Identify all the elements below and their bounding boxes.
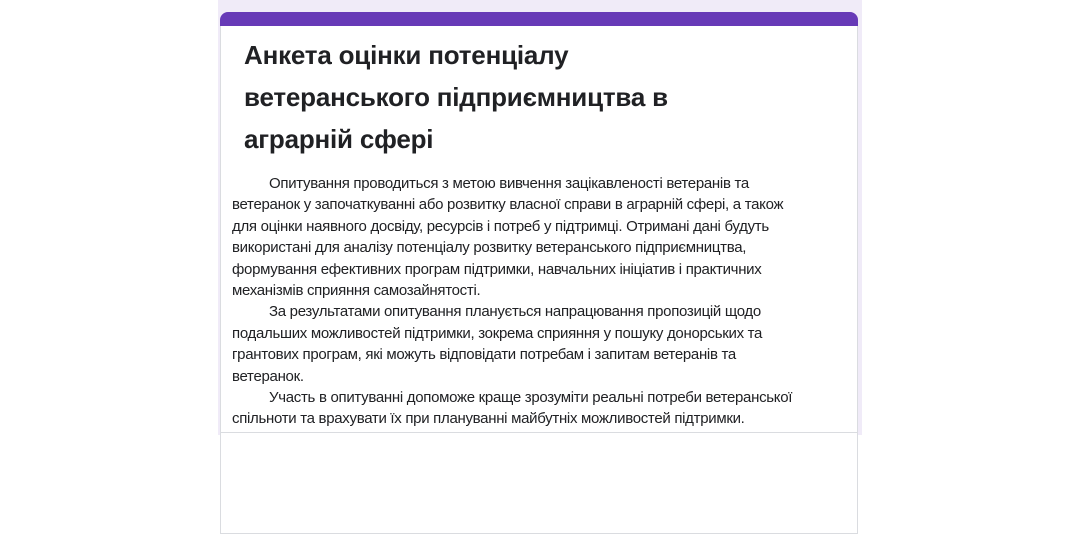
description-line: спільноти та врахувати їх при плануванні майбутніх можливостей підтримки. bbox=[232, 410, 745, 428]
description-line: Участь в опитуванні допоможе краще зрозуміти реальні потреби ветеранської bbox=[269, 389, 793, 407]
description-line: ветеранок у започаткуванні або розвитку власної справи в аграрній сфері, а також bbox=[232, 196, 784, 214]
description-line: ветеранок. bbox=[232, 367, 304, 385]
form-title-line: аграрній сфері bbox=[244, 124, 434, 154]
form-column bbox=[218, 0, 862, 435]
description-line: формування ефективних програм підтримки, навчальних ініціатив і практичних bbox=[232, 260, 762, 278]
form-title bbox=[244, 34, 833, 160]
form-title-line: Анкета оцінки потенціалу bbox=[244, 40, 569, 70]
form-accent-bar bbox=[220, 12, 858, 26]
description-line: подальших можливостей підтримки, зокрема сприяння у пошуку донорських та bbox=[232, 324, 763, 342]
form-title-line: ветеранського підприємництва в bbox=[244, 82, 668, 112]
description-line: для оцінки наявного досвіду, ресурсів і потреб у підтримці. Отримані дані будуть bbox=[232, 217, 769, 235]
form-description bbox=[232, 173, 833, 430]
description-line: За результатами опитування планується напрацювання пропозицій щодо bbox=[269, 303, 761, 321]
description-line: грантових програм, які можуть відповідати потребам і запитам ветеранів та bbox=[232, 346, 736, 364]
description-line: Опитування проводиться з метою вивчення зацікавленості ветеранів та bbox=[269, 175, 749, 192]
form-header-card bbox=[220, 12, 858, 534]
description-line: механізмів сприяння самозайнятості. bbox=[232, 282, 481, 300]
description-line: використані для аналізу потенціалу розвитку ветеранського підприємництва, bbox=[232, 239, 747, 257]
